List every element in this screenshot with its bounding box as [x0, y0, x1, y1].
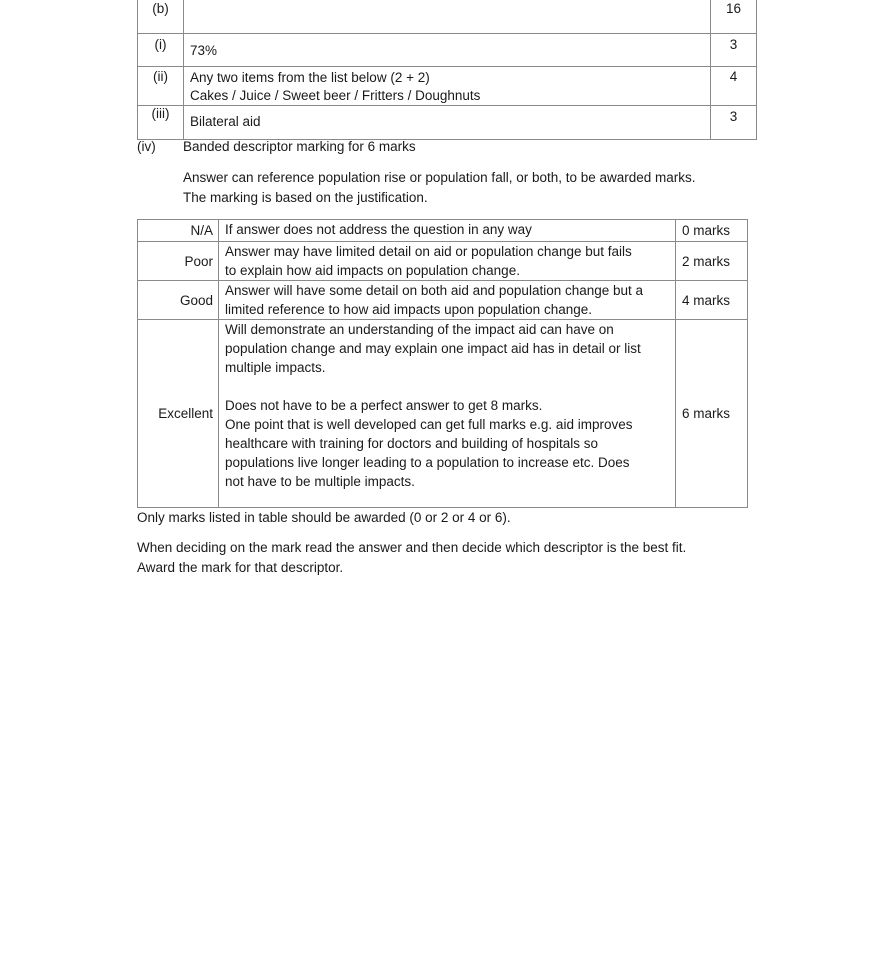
marks-value: 4 marks — [676, 281, 748, 320]
marks-table — [137, 0, 757, 140]
level-label: Poor — [138, 242, 219, 281]
answer-cell — [184, 0, 711, 34]
table-row — [138, 0, 757, 34]
descriptor-table — [137, 219, 748, 508]
answer-cell — [184, 106, 711, 140]
table-row — [138, 67, 757, 106]
marks-value: 6 marks — [676, 320, 748, 508]
marks-value: 3 — [711, 34, 757, 67]
descriptor-text: Will demonstrate an understanding of the impact aid can have on — [225, 322, 614, 337]
descriptor-text: Answer may have limited detail on aid or population change but fails — [225, 244, 632, 259]
descriptor-cell — [219, 281, 676, 320]
table-row — [138, 34, 757, 67]
table-row — [138, 106, 757, 140]
descriptor-text: not have to be multiple impacts. — [225, 474, 415, 489]
descriptor-cell — [219, 320, 676, 508]
answer-cell — [184, 34, 711, 67]
descriptor-text: limited reference to how aid impacts upon population change. — [225, 302, 592, 317]
intro-text: The marking is based on the justification. — [183, 190, 428, 205]
descriptor-text: populations live longer leading to a population to increase etc. Does — [225, 455, 630, 470]
answer-text: Bilateral aid — [190, 114, 261, 129]
part-label: (iv) — [137, 139, 156, 154]
descriptor-text: Answer will have some detail on both aid and population change but a — [225, 283, 644, 298]
descriptor-text: Does not have to be a perfect answer to get 8 marks. — [225, 398, 543, 413]
answer-text: Cakes / Juice / Sweet beer / Fritters / Doughnuts — [190, 88, 481, 103]
answer-cell — [184, 67, 711, 106]
part-label: (iii) — [138, 106, 184, 140]
part-label: (b) — [138, 0, 184, 34]
answer-text: Any two items from the list below (2 + 2) — [190, 70, 430, 85]
note-text: Only marks listed in table should be awarded (0 or 2 or 4 or 6). — [137, 510, 511, 525]
table-row — [138, 220, 748, 242]
section-heading: Banded descriptor marking for 6 marks — [183, 139, 416, 154]
intro-text: Answer can reference population rise or population fall, or both, to be awarded marks. — [183, 170, 696, 185]
note-text: Award the mark for that descriptor. — [137, 560, 344, 575]
descriptor-text: population change and may explain one impact aid has in detail or list — [225, 341, 641, 356]
marks-value: 3 — [711, 106, 757, 140]
marks-value: 16 — [711, 0, 757, 34]
table-row — [138, 281, 748, 320]
descriptor-text: If answer does not address the question in any way — [225, 222, 532, 237]
descriptor-text: to explain how aid impacts on population change. — [225, 263, 520, 278]
descriptor-text: multiple impacts. — [225, 360, 326, 375]
descriptor-text: One point that is well developed can get full marks e.g. aid improves — [225, 417, 633, 432]
marks-value: 2 marks — [676, 242, 748, 281]
descriptor-cell — [219, 242, 676, 281]
level-label: N/A — [138, 220, 219, 242]
part-label: (ii) — [138, 67, 184, 106]
marks-value: 4 — [711, 67, 757, 106]
table-row — [138, 242, 748, 281]
level-label: Excellent — [138, 320, 219, 508]
answer-text: 73% — [190, 43, 218, 58]
table-row — [138, 320, 748, 508]
level-label: Good — [138, 281, 219, 320]
note-text: When deciding on the mark read the answer and then decide which descriptor is the best fit. — [137, 540, 687, 555]
part-label: (i) — [138, 34, 184, 67]
marks-value: 0 marks — [676, 220, 748, 242]
descriptor-text: healthcare with training for doctors and building of hospitals so — [225, 436, 598, 451]
descriptor-cell — [219, 220, 676, 242]
